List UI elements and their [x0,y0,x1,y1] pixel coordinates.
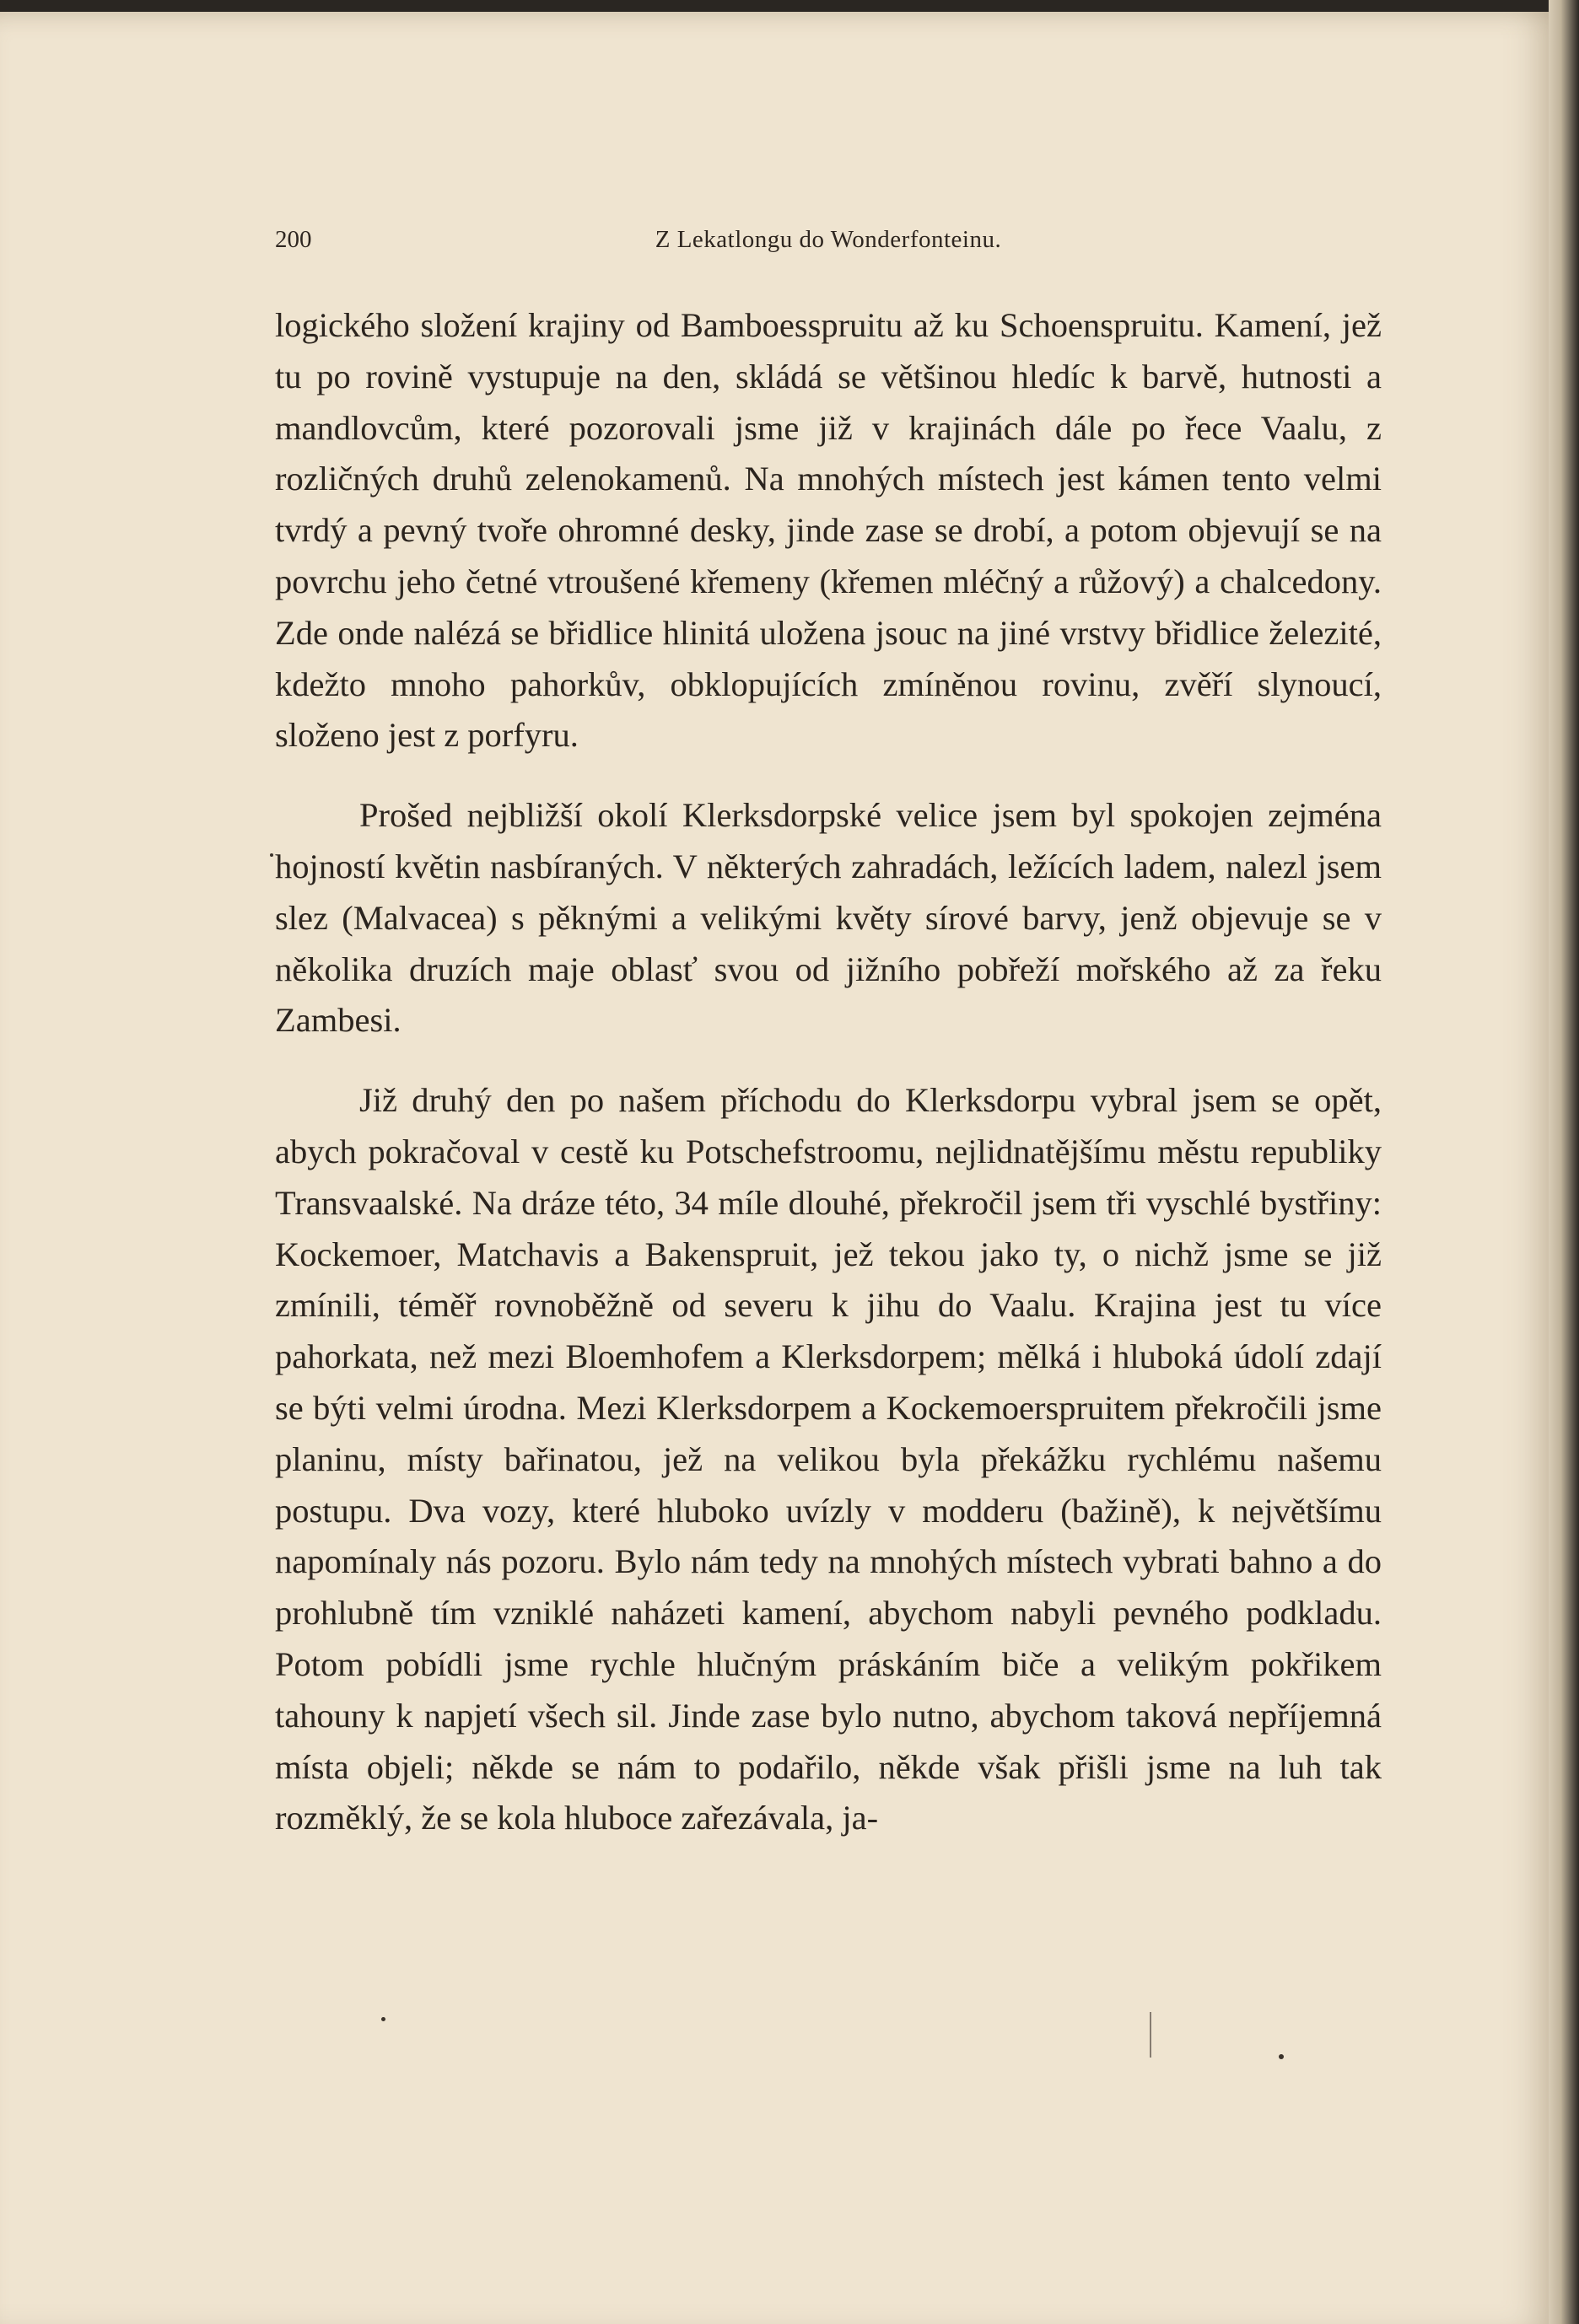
paragraph: Prošed nejbližší okolí Klerksdorpské velice jsem byl spokojen zejména hojností květin nasbíraných. V některých zahradách, ležících ladem, nalezl jsem slez (Malvacea) s pěknými a velikými květy sírové barvy, jenž objevuje se v několika druzích maje oblasť svou od jižního pobřeží mořského až za řeku Zambesi. [275,796,1382,1040]
body-text [275,300,1382,1844]
ink-speck [270,853,273,857]
ink-mark [1150,2012,1151,2058]
page-number: 200 [275,226,312,253]
paragraph: logického složení krajiny od Bamboesspruitu až ku Schoenspruitu. Kamení, jež tu po rovině vystupuje na den, skládá se většinou hledíc k barvě, hutnosti a mandlovcům, které pozorovali jsme již v krajinách dále po řece Vaalu, z rozličných druhů zelenokamenů. Na mnohých místech jest kámen tento velmi tvrdý a pevný tvoře ohromné desky, jinde zase se drobí, a potom objevují se na povrchu jeho četné vtroušené křemeny (křemen mléčný a růžový) a chalcedony. Zde onde nalézá se břidlice hlinitá uložena jsouc na jiné vrstvy břidlice železité, kdežto mnoho pahorkův, obklopujících zmíněnou rovinu, zvěří slynoucí, složeno jest z porfyru. [275,306,1382,755]
page-header [275,226,1382,260]
ink-speck [1279,2054,1284,2059]
paragraph: Již druhý den po našem příchodu do Klerksdorpu vybral jsem se opět, abych pokračoval v cestě ku Potschefstroomu, nejlidnatějšímu městu republiky Transvaalské. Na dráze této, 34 míle dlouhé, překročil jsem tři vyschlé bystřiny: Kockemoer, Matchavis a Bakenspruit, jež tekou jako ty, o nichž jsme se již zmínili, téměř rovnoběžně od severu k jihu do Vaalu. Krajina jest tu více pahorkata, než mezi Bloemhofem a Klerksdorpem; mělká i hluboká údolí zdají se býti velmi úrodna. Mezi Klerksdorpem a Kockemoerspruitem překročili jsme planinu, místy bařinatou, jež na velikou byla překážku rychlému našemu postupu. Dva vozy, které hluboko uvízly v modderu (bažině), k největšímu napomínaly nás pozoru. Bylo nám tedy na mnohých místech vybrati bahno a do prohlubně tím vzniklé naházeti kamení, abychom nabyli pevného podkladu. Potom pobídli jsme rychle hlučným práskáním biče a velikým pokřikem tahouny k napjetí všech sil. Jinde zase bylo nutno, abychom taková nepříjemná místa objeli; někde se nám to podařilo, někde však přišli jsme na luh tak rozměklý, že se kola hluboce zařezávala, ja- [275,1081,1382,1837]
page-edge [1549,0,1579,2324]
ink-speck [381,2017,385,2021]
running-head: Z Lekatlongu do Wonderfonteinu. [655,226,1002,253]
